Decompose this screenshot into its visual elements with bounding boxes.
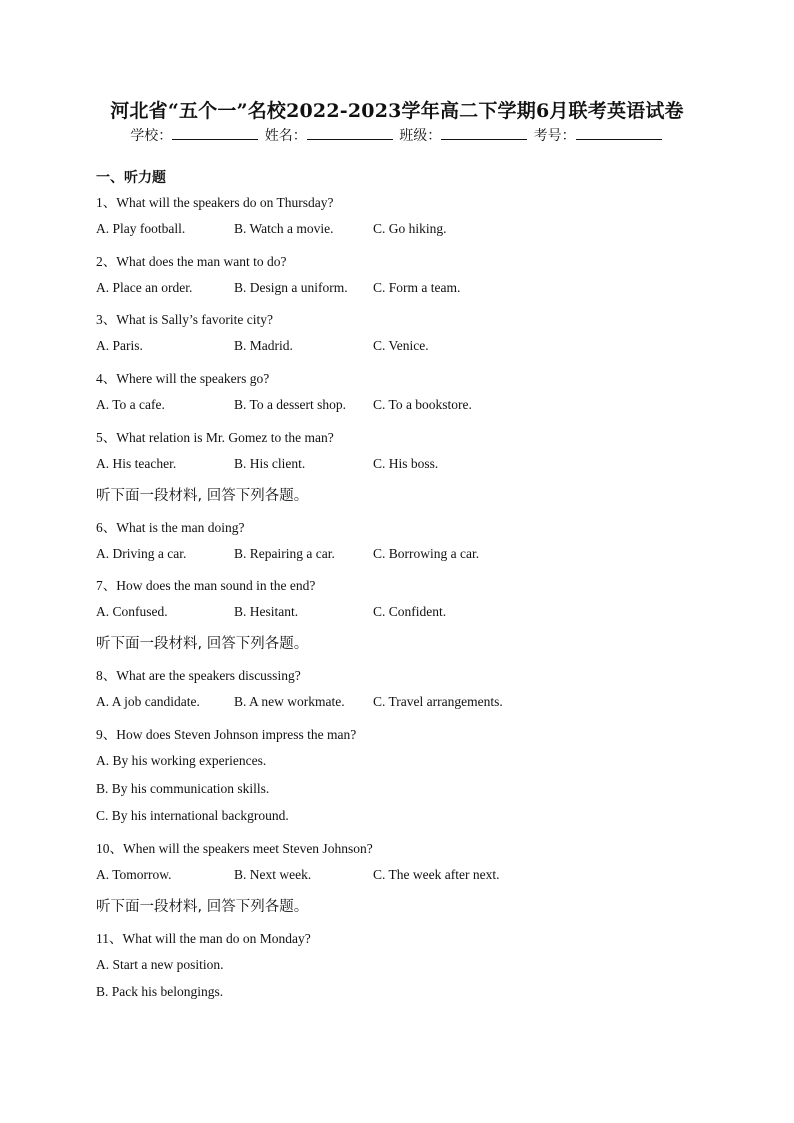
listening-instruction: 听下面一段材料, 回答下列各题。 — [96, 488, 309, 504]
name-blank[interactable] — [307, 127, 393, 140]
listening-instruction: 听下面一段材料, 回答下列各题。 — [96, 899, 309, 915]
option-b[interactable]: B. A new workmate. — [234, 694, 345, 709]
number-blank[interactable] — [576, 127, 662, 140]
question-stem: 8、What are the speakers discussing? — [96, 668, 301, 683]
question-stem: 9、How does Steven Johnson impress the man? — [96, 727, 357, 742]
option-b[interactable]: B. Pack his belongings. — [96, 984, 224, 999]
option-a[interactable]: A. Paris. — [96, 338, 143, 353]
option-b[interactable]: B. Madrid. — [234, 338, 293, 353]
option-b[interactable]: B. Design a uniform. — [234, 280, 348, 295]
name-label: 姓名： — [264, 128, 307, 144]
question-stem: 1、What will the speakers do on Thursday? — [96, 195, 334, 210]
option-c[interactable]: C. Form a team. — [373, 280, 461, 295]
option-c[interactable]: C. Borrowing a car. — [373, 546, 480, 561]
option-b[interactable]: B. Next week. — [234, 867, 312, 882]
question-stem: 11、What will the man do on Monday? — [96, 931, 311, 946]
class-blank[interactable] — [441, 127, 527, 140]
option-a[interactable]: A. Start a new position. — [96, 957, 224, 972]
number-label: 考号： — [533, 128, 576, 144]
option-b[interactable]: B. Repairing a car. — [234, 546, 335, 561]
student-info-line — [0, 125, 794, 145]
question-stem: 5、What relation is Mr. Gomez to the man? — [96, 430, 334, 445]
option-c[interactable]: C. To a bookstore. — [373, 397, 472, 412]
question-stem: 7、How does the man sound in the end? — [96, 578, 316, 593]
option-b[interactable]: B. Watch a movie. — [234, 221, 334, 236]
option-c[interactable]: C. The week after next. — [373, 867, 500, 882]
class-label: 班级： — [399, 128, 442, 144]
section-title: 一、听力题 — [96, 170, 166, 186]
school-label: 学校： — [130, 128, 173, 144]
question-stem: 3、What is Sally’s favorite city? — [96, 312, 273, 327]
option-a[interactable]: A. His teacher. — [96, 456, 177, 471]
page-title: 河北省“五个一”名校2022-2023学年高二下学期6月联考英语试卷 — [110, 100, 684, 122]
option-c[interactable]: C. Travel arrangements. — [373, 694, 503, 709]
option-c[interactable]: C. Go hiking. — [373, 221, 447, 236]
school-blank[interactable] — [172, 127, 258, 140]
question-stem: 10、When will the speakers meet Steven Johnson? — [96, 841, 373, 856]
option-c[interactable]: C. Venice. — [373, 338, 429, 353]
option-b[interactable]: B. To a dessert shop. — [234, 397, 347, 412]
question-stem: 4、Where will the speakers go? — [96, 371, 270, 386]
option-b[interactable]: B. His client. — [234, 456, 306, 471]
option-b[interactable]: B. By his communication skills. — [96, 781, 270, 796]
question-stem: 6、What is the man doing? — [96, 520, 245, 535]
option-a[interactable]: A. Confused. — [96, 604, 168, 619]
option-a[interactable]: A. Play football. — [96, 221, 186, 236]
option-a[interactable]: A. Driving a car. — [96, 546, 187, 561]
option-b[interactable]: B. Hesitant. — [234, 604, 299, 619]
option-a[interactable]: A. A job candidate. — [96, 694, 200, 709]
listening-instruction: 听下面一段材料, 回答下列各题。 — [96, 636, 309, 652]
option-c[interactable]: C. His boss. — [373, 456, 439, 471]
option-a[interactable]: A. Tomorrow. — [96, 867, 172, 882]
option-a[interactable]: A. To a cafe. — [96, 397, 165, 412]
question-stem: 2、What does the man want to do? — [96, 254, 287, 269]
option-c[interactable]: C. By his international background. — [96, 808, 289, 823]
option-a[interactable]: A. By his working experiences. — [96, 753, 267, 768]
option-c[interactable]: C. Confident. — [373, 604, 447, 619]
option-a[interactable]: A. Place an order. — [96, 280, 193, 295]
